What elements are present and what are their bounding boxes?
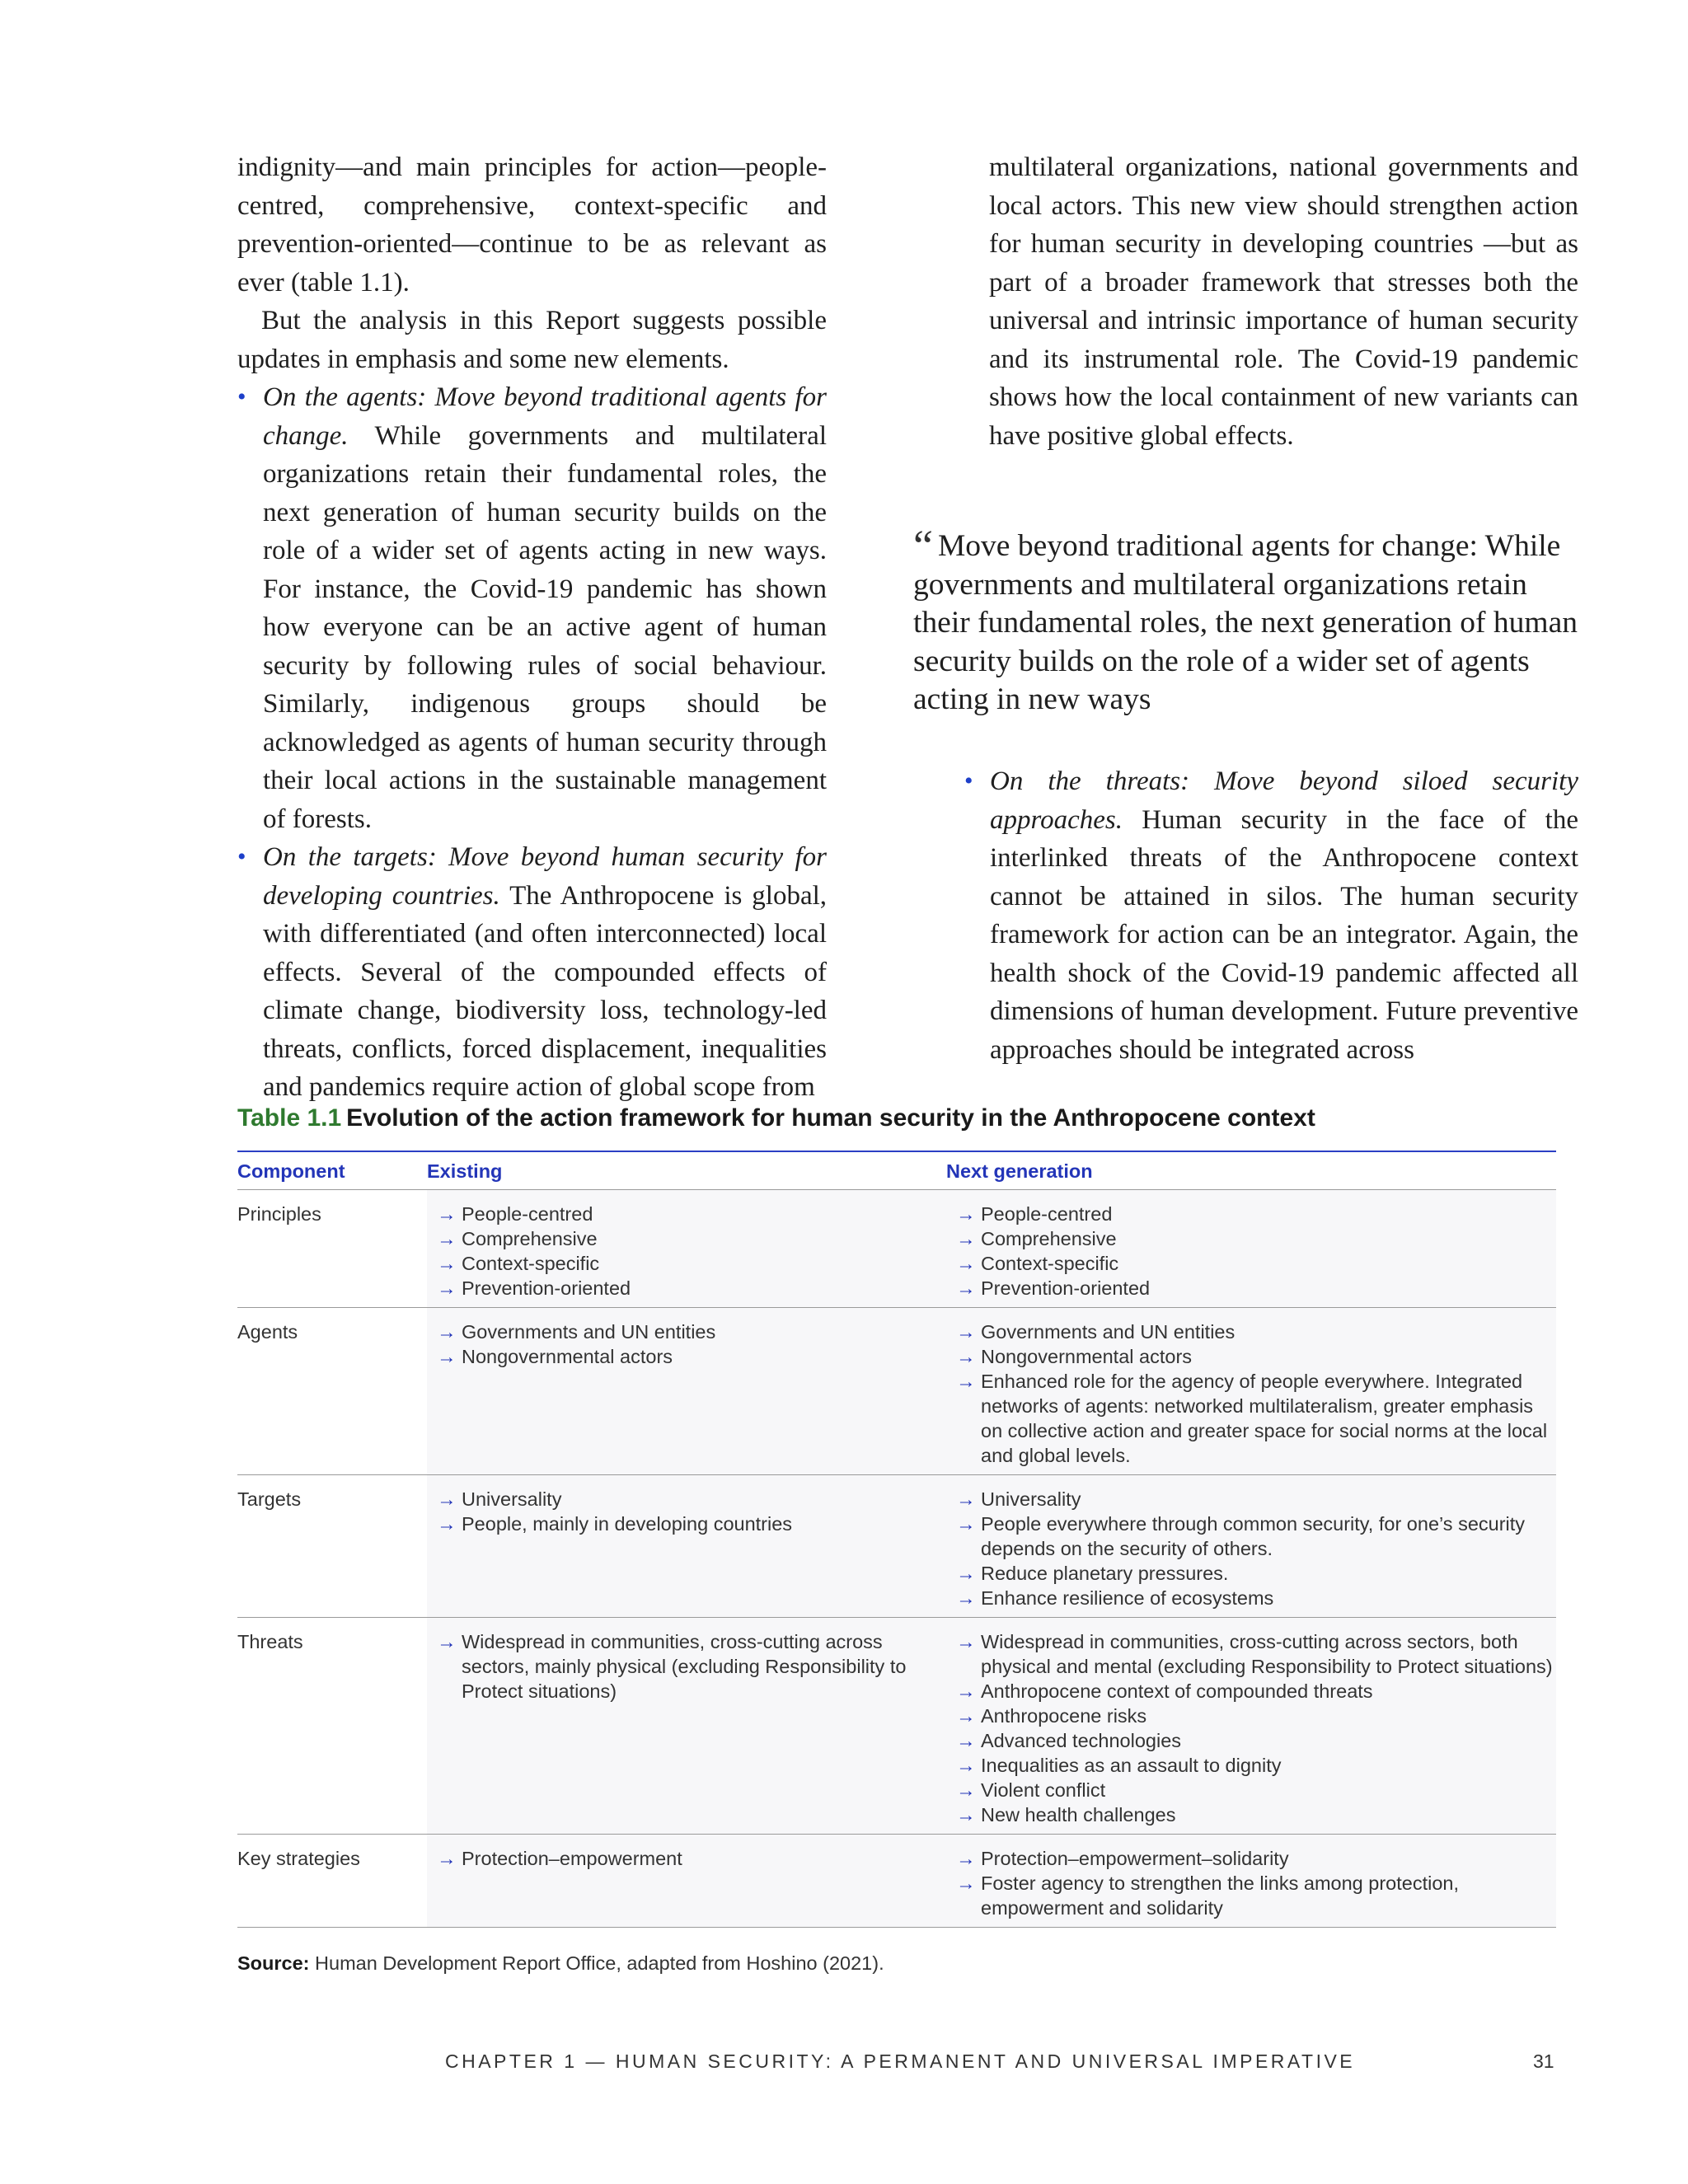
- cell-next: [946, 1190, 1556, 1308]
- cell-component: Principles: [237, 1190, 427, 1308]
- pull-quote-text: Move beyond traditional agents for change: While governments and multilateral organizations retain their fundamental roles, the next generation of human security builds on the role of a wider set of agents acting in new ways: [913, 529, 1578, 716]
- chapter-title: CHAPTER 1 — HUMAN SECURITY: A PERMANENT AND UNIVERSAL IMPERATIVE: [445, 2050, 1356, 2072]
- cell-component: Threats: [237, 1618, 427, 1835]
- next-item: → Nongovernmental actors: [956, 1344, 1556, 1369]
- existing-item: → People, mainly in developing countries: [437, 1511, 946, 1536]
- cell-existing: [427, 1475, 946, 1618]
- next-list: [946, 1202, 1556, 1301]
- right-bullet-list: [964, 762, 1578, 1069]
- next-item: → Inequalities as an assault to dignity: [956, 1753, 1556, 1778]
- existing-item: → Widespread in communities, cross-cutting across sectors, mainly physical (excluding Responsibility to Protect situations): [437, 1629, 946, 1704]
- source-note: [237, 1952, 1556, 1975]
- next-item: → People everywhere through common security, for one’s security depends on the security of others.: [956, 1511, 1556, 1561]
- existing-item: → People-centred: [437, 1202, 946, 1226]
- next-item: → Universality: [956, 1487, 1556, 1511]
- cell-component: Targets: [237, 1475, 427, 1618]
- next-list: [946, 1629, 1556, 1827]
- existing-item: → Prevention-oriented: [437, 1276, 946, 1301]
- table-body: [237, 1190, 1556, 1928]
- header-next: Next generation: [946, 1152, 1556, 1190]
- existing-item: → Comprehensive: [437, 1226, 946, 1251]
- next-item: → Advanced technologies: [956, 1728, 1556, 1753]
- left-bullet-list: [237, 378, 827, 1107]
- existing-item: → Context-specific: [437, 1251, 946, 1276]
- bullet-threats: [964, 762, 1578, 1069]
- next-item: → Comprehensive: [956, 1226, 1556, 1251]
- next-item: → Governments and UN entities: [956, 1319, 1556, 1344]
- existing-list: [427, 1487, 946, 1536]
- next-item: → Anthropocene context of compounded threats: [956, 1679, 1556, 1704]
- existing-list: [427, 1202, 946, 1301]
- cell-existing: [427, 1308, 946, 1475]
- table-row: [237, 1835, 1556, 1928]
- right-bullet-block: [964, 762, 1578, 1069]
- existing-list: [427, 1846, 946, 1871]
- table-row: [237, 1618, 1556, 1835]
- next-item: → Anthropocene risks: [956, 1704, 1556, 1728]
- cell-existing: [427, 1190, 946, 1308]
- cell-existing: [427, 1618, 946, 1835]
- table-title: [237, 1104, 1556, 1132]
- bullet-lead: On the targets: Move beyond human security for developing countries.: [263, 842, 827, 911]
- table-section: [237, 1104, 1556, 1975]
- next-item: → Reduce planetary pressures.: [956, 1561, 1556, 1586]
- cell-next: [946, 1308, 1556, 1475]
- cell-next: [946, 1835, 1556, 1928]
- table-title-text: Evolution of the action framework for human security in the Anthropocene context: [346, 1104, 1315, 1132]
- left-paragraph-2: But the analysis in this Report suggests possible updates in emphasis and some new elements.: [237, 306, 827, 374]
- next-item: → Foster agency to strengthen the links among protection, empowerment and solidarity: [956, 1871, 1556, 1920]
- bullet-lead: On the agents: Move beyond traditional agents for change.: [263, 382, 827, 451]
- existing-list: [427, 1319, 946, 1369]
- next-list: [946, 1319, 1556, 1468]
- next-item: → People-centred: [956, 1202, 1556, 1226]
- table-number: Table 1.1: [237, 1104, 342, 1132]
- next-item: → Enhance resilience of ecosystems: [956, 1586, 1556, 1610]
- right-paragraph-1: multilateral organizations, national governments and local actors. This new view should strengthen action for human security in developing countries —but as part of a broader framework that stresses both the universal and intrinsic importance of human security and its instrumental role. The Covid-19 pandemic shows how the local containment of new variants can have positive global effects.: [989, 152, 1578, 451]
- cell-next: [946, 1618, 1556, 1835]
- table-row: [237, 1475, 1556, 1618]
- table-row: [237, 1308, 1556, 1475]
- bullet-lead: On the threats: Move beyond siloed security approaches.: [990, 766, 1578, 835]
- next-list: [946, 1846, 1556, 1920]
- next-item: → Context-specific: [956, 1251, 1556, 1276]
- bullet-agents: [237, 378, 827, 838]
- bullet-text: Human security in the face of the interlinked threats of the Anthropocene context cannot be attained in silos. The human security framework for action can be an integrator. Again, the health shock of the Covid-19 pandemic affected all dimensions of human development. Future preventive approaches should be integrated across: [990, 804, 1578, 1065]
- next-list: [946, 1487, 1556, 1610]
- next-item: → Protection–empowerment–solidarity: [956, 1846, 1556, 1871]
- pull-quote: [913, 521, 1589, 719]
- source-label: Source:: [237, 1952, 310, 1974]
- cell-existing: [427, 1835, 946, 1928]
- existing-item: → Governments and UN entities: [437, 1319, 946, 1344]
- header-component: Component: [237, 1152, 427, 1190]
- left-paragraph-1: indignity—and main principles for action—people-centred, comprehensive, context-specific and prevention-oriented—continue to be as relevant as ever (table 1.1).: [237, 152, 827, 298]
- cell-component: Agents: [237, 1308, 427, 1475]
- right-column: [989, 148, 1578, 455]
- left-column: [237, 148, 827, 1107]
- next-item: → Widespread in communities, cross-cutting across sectors, both physical and mental (excluding Responsibility to Protect situations): [956, 1629, 1556, 1679]
- existing-list: [427, 1629, 946, 1704]
- existing-item: → Universality: [437, 1487, 946, 1511]
- next-item: → Enhanced role for the agency of people everywhere. Integrated networks of agents: networked multilateralism, greater emphasis on collective action and greater space for social norms at the local and global levels.: [956, 1369, 1556, 1468]
- existing-item: → Nongovernmental actors: [437, 1344, 946, 1369]
- cell-next: [946, 1475, 1556, 1618]
- quote-mark-icon: “: [913, 521, 933, 570]
- next-item: → New health challenges: [956, 1802, 1556, 1827]
- bullet-text: While governments and multilateral organizations retain their fundamental roles, the next generation of human security builds on the role of a wider set of agents acting in new ways. For instance, the Covid-19 pandemic has shown how everyone can be an active agent of human security by following rules of social behaviour. Similarly, indigenous groups should be acknowledged as agents of human security through their local actions in the sustainable management of forests.: [263, 420, 827, 834]
- framework-table: [237, 1152, 1556, 1928]
- next-item: → Violent conflict: [956, 1778, 1556, 1802]
- header-existing: Existing: [427, 1152, 946, 1190]
- next-item: → Prevention-oriented: [956, 1276, 1556, 1301]
- bullet-targets: [237, 838, 827, 1107]
- cell-component: Key strategies: [237, 1835, 427, 1928]
- bullet-text: The Anthropocene is global, with differentiated (and often interconnected) local effects. Several of the compounded effects of climate change, biodiversity loss, technology-led threats, conflicts, forced displacement, inequalities and pandemics require action of global scope from: [263, 880, 828, 1102]
- page-number: 31: [1533, 2050, 1554, 2072]
- table-header-row: [237, 1152, 1556, 1190]
- existing-item: → Protection–empowerment: [437, 1846, 946, 1871]
- source-text: Human Development Report Office, adapted from Hoshino (2021).: [309, 1952, 884, 1974]
- table-row: [237, 1190, 1556, 1308]
